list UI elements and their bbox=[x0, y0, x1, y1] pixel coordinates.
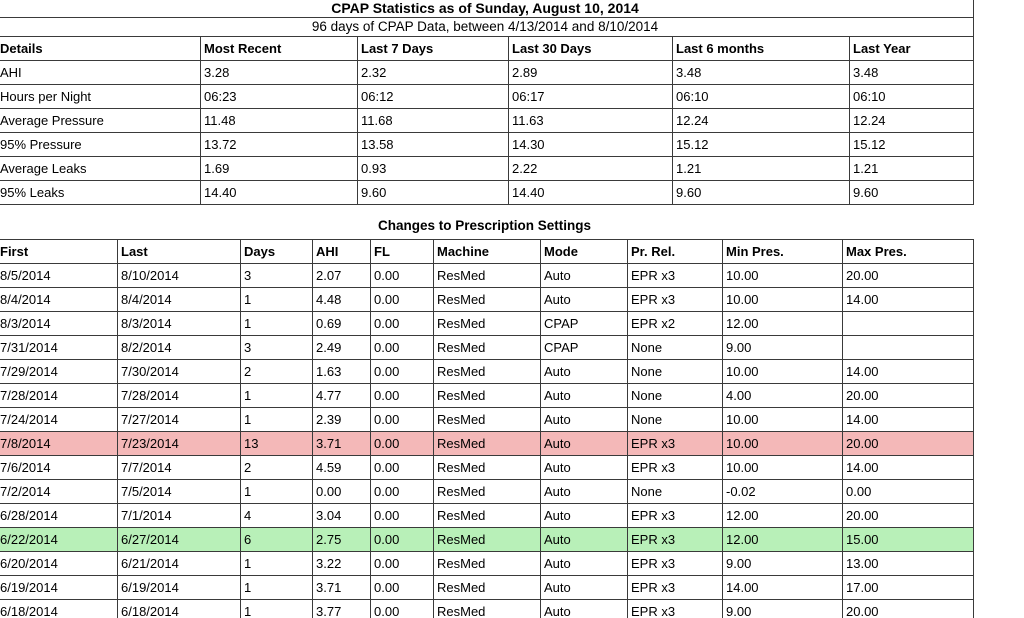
prescription-row bbox=[0, 432, 974, 456]
prescription-cell: 10.00 bbox=[723, 360, 843, 384]
prescription-cell: None bbox=[628, 480, 723, 504]
prescription-cell: ResMed bbox=[434, 360, 541, 384]
prescription-cell: 0.00 bbox=[371, 528, 434, 552]
prescription-cell: CPAP bbox=[541, 336, 628, 360]
prescription-cell: 2 bbox=[241, 456, 313, 480]
stats-row bbox=[0, 109, 974, 133]
stats-cell: Average Pressure bbox=[0, 109, 201, 133]
stats-cell: 2.22 bbox=[509, 157, 673, 181]
report-subtitle: 96 days of CPAP Data, between 4/13/2014 and 8/10/2014 bbox=[0, 18, 974, 37]
prescription-cell: 8/3/2014 bbox=[118, 312, 241, 336]
prescription-cell: ResMed bbox=[434, 552, 541, 576]
prescription-cell: ResMed bbox=[434, 480, 541, 504]
prescription-cell: 0.00 bbox=[371, 288, 434, 312]
prescription-row bbox=[0, 360, 974, 384]
stats-cell: 9.60 bbox=[358, 181, 509, 205]
stats-cell: 06:12 bbox=[358, 85, 509, 109]
prescription-cell: 6/28/2014 bbox=[0, 504, 118, 528]
stats-cell: 06:10 bbox=[850, 85, 974, 109]
prescription-cell: ResMed bbox=[434, 408, 541, 432]
prescription-cell: ResMed bbox=[434, 528, 541, 552]
prescription-cell: 2.75 bbox=[313, 528, 371, 552]
prescription-cell: 7/28/2014 bbox=[0, 384, 118, 408]
prescription-cell: 10.00 bbox=[723, 408, 843, 432]
prescription-cell: EPR x3 bbox=[628, 552, 723, 576]
prescription-cell: 13 bbox=[241, 432, 313, 456]
prescription-cell: 4.59 bbox=[313, 456, 371, 480]
prescription-cell: 8/3/2014 bbox=[0, 312, 118, 336]
stats-cell: 14.40 bbox=[509, 181, 673, 205]
prescription-cell: 1 bbox=[241, 288, 313, 312]
prescription-header-cell: FL bbox=[371, 240, 434, 264]
prescription-cell: 7/23/2014 bbox=[118, 432, 241, 456]
prescription-cell: 8/4/2014 bbox=[0, 288, 118, 312]
stats-cell: 06:10 bbox=[673, 85, 850, 109]
prescription-row bbox=[0, 528, 974, 552]
prescription-cell: EPR x3 bbox=[628, 432, 723, 456]
prescription-cell: 6/18/2014 bbox=[118, 600, 241, 618]
prescription-cell: 1 bbox=[241, 552, 313, 576]
prescription-cell: 0.00 bbox=[371, 360, 434, 384]
stats-cell: 1.69 bbox=[201, 157, 358, 181]
prescription-cell: 1 bbox=[241, 480, 313, 504]
prescription-cell: Auto bbox=[541, 432, 628, 456]
prescription-cell: 6/18/2014 bbox=[0, 600, 118, 618]
prescription-cell: 8/10/2014 bbox=[118, 264, 241, 288]
prescription-cell: 0.00 bbox=[371, 552, 434, 576]
prescription-cell: 13.00 bbox=[843, 552, 974, 576]
prescription-row bbox=[0, 264, 974, 288]
prescription-cell: 6/19/2014 bbox=[0, 576, 118, 600]
prescription-cell: ResMed bbox=[434, 312, 541, 336]
prescription-cell: 0.00 bbox=[371, 312, 434, 336]
prescription-cell: Auto bbox=[541, 288, 628, 312]
prescription-cell: EPR x2 bbox=[628, 312, 723, 336]
stats-cell: Hours per Night bbox=[0, 85, 201, 109]
prescription-cell: EPR x3 bbox=[628, 528, 723, 552]
prescription-cell: EPR x3 bbox=[628, 264, 723, 288]
prescription-cell: EPR x3 bbox=[628, 576, 723, 600]
prescription-cell: None bbox=[628, 384, 723, 408]
prescription-cell: Auto bbox=[541, 384, 628, 408]
prescription-cell: 0.00 bbox=[371, 264, 434, 288]
prescription-cell: 9.00 bbox=[723, 336, 843, 360]
prescription-cell: ResMed bbox=[434, 384, 541, 408]
prescription-cell: 7/6/2014 bbox=[0, 456, 118, 480]
prescription-cell: 20.00 bbox=[843, 504, 974, 528]
prescription-cell: 7/5/2014 bbox=[118, 480, 241, 504]
prescription-cell: 1 bbox=[241, 576, 313, 600]
prescription-settings-heading: Changes to Prescription Settings bbox=[377, 218, 592, 233]
prescription-cell: Auto bbox=[541, 576, 628, 600]
prescription-cell: ResMed bbox=[434, 456, 541, 480]
stats-cell: 13.58 bbox=[358, 133, 509, 157]
stats-row bbox=[0, 133, 974, 157]
stats-cell: 1.21 bbox=[850, 157, 974, 181]
prescription-cell: 3.71 bbox=[313, 432, 371, 456]
prescription-header-cell: Mode bbox=[541, 240, 628, 264]
prescription-cell: 20.00 bbox=[843, 264, 974, 288]
prescription-cell: 6/21/2014 bbox=[118, 552, 241, 576]
prescription-cell: 17.00 bbox=[843, 576, 974, 600]
prescription-cell: EPR x3 bbox=[628, 288, 723, 312]
prescription-cell: 7/29/2014 bbox=[0, 360, 118, 384]
stats-header-cell: Last 30 Days bbox=[509, 37, 673, 61]
prescription-row bbox=[0, 600, 974, 618]
stats-cell: 3.48 bbox=[673, 61, 850, 85]
prescription-row bbox=[0, 312, 974, 336]
prescription-cell: 6/19/2014 bbox=[118, 576, 241, 600]
prescription-cell: 8/4/2014 bbox=[118, 288, 241, 312]
prescription-cell: 3.77 bbox=[313, 600, 371, 618]
prescription-header-cell: Days bbox=[241, 240, 313, 264]
prescription-cell: 7/27/2014 bbox=[118, 408, 241, 432]
prescription-cell: 0.00 bbox=[371, 384, 434, 408]
stats-cell: 0.93 bbox=[358, 157, 509, 181]
prescription-header-cell: AHI bbox=[313, 240, 371, 264]
prescription-cell: 7/7/2014 bbox=[118, 456, 241, 480]
prescription-cell: 7/1/2014 bbox=[118, 504, 241, 528]
stats-row bbox=[0, 61, 974, 85]
prescription-cell: Auto bbox=[541, 360, 628, 384]
prescription-cell: CPAP bbox=[541, 312, 628, 336]
stats-cell: 13.72 bbox=[201, 133, 358, 157]
prescription-cell: 0.00 bbox=[843, 480, 974, 504]
prescription-cell: 8/5/2014 bbox=[0, 264, 118, 288]
report-title-row bbox=[0, 0, 974, 18]
prescription-cell: 14.00 bbox=[843, 360, 974, 384]
prescription-cell: 4.48 bbox=[313, 288, 371, 312]
prescription-cell: 4 bbox=[241, 504, 313, 528]
prescription-cell: ResMed bbox=[434, 504, 541, 528]
stats-cell: 06:23 bbox=[201, 85, 358, 109]
prescription-row bbox=[0, 456, 974, 480]
prescription-cell: 1 bbox=[241, 600, 313, 618]
prescription-cell: 7/2/2014 bbox=[0, 480, 118, 504]
prescription-cell: None bbox=[628, 408, 723, 432]
prescription-header-cell: Machine bbox=[434, 240, 541, 264]
prescription-cell: Auto bbox=[541, 552, 628, 576]
prescription-cell: 0.69 bbox=[313, 312, 371, 336]
prescription-cell: Auto bbox=[541, 528, 628, 552]
stats-cell: 11.48 bbox=[201, 109, 358, 133]
prescription-cell: 20.00 bbox=[843, 600, 974, 618]
prescription-cell: 20.00 bbox=[843, 432, 974, 456]
prescription-cell: 3.22 bbox=[313, 552, 371, 576]
prescription-settings-table bbox=[0, 239, 974, 618]
stats-cell: 9.60 bbox=[850, 181, 974, 205]
stats-cell: 9.60 bbox=[673, 181, 850, 205]
prescription-cell: 10.00 bbox=[723, 264, 843, 288]
stats-row bbox=[0, 157, 974, 181]
prescription-cell: Auto bbox=[541, 480, 628, 504]
prescription-cell: ResMed bbox=[434, 600, 541, 618]
prescription-cell: 7/8/2014 bbox=[0, 432, 118, 456]
prescription-cell: 10.00 bbox=[723, 288, 843, 312]
prescription-row bbox=[0, 576, 974, 600]
stats-cell: 95% Leaks bbox=[0, 181, 201, 205]
cpap-statistics-table bbox=[0, 0, 974, 205]
prescription-cell bbox=[843, 336, 974, 360]
prescription-cell bbox=[843, 312, 974, 336]
stats-row bbox=[0, 181, 974, 205]
prescription-cell: 15.00 bbox=[843, 528, 974, 552]
prescription-cell: 0.00 bbox=[371, 432, 434, 456]
stats-cell: 15.12 bbox=[673, 133, 850, 157]
stats-cell: 2.89 bbox=[509, 61, 673, 85]
stats-header-cell: Most Recent bbox=[201, 37, 358, 61]
prescription-cell: 0.00 bbox=[313, 480, 371, 504]
prescription-cell: 0.00 bbox=[371, 504, 434, 528]
prescription-cell: ResMed bbox=[434, 432, 541, 456]
stats-cell: 14.30 bbox=[509, 133, 673, 157]
prescription-cell: 3.04 bbox=[313, 504, 371, 528]
prescription-header-cell: Last bbox=[118, 240, 241, 264]
prescription-row bbox=[0, 504, 974, 528]
prescription-cell: Auto bbox=[541, 600, 628, 618]
report-subtitle-row bbox=[0, 18, 974, 37]
stats-cell: 14.40 bbox=[201, 181, 358, 205]
prescription-header-cell: Max Pres. bbox=[843, 240, 974, 264]
stats-cell: 2.32 bbox=[358, 61, 509, 85]
prescription-row bbox=[0, 552, 974, 576]
prescription-cell: EPR x3 bbox=[628, 456, 723, 480]
prescription-cell: 2.49 bbox=[313, 336, 371, 360]
prescription-cell: 0.00 bbox=[371, 408, 434, 432]
prescription-cell: 14.00 bbox=[843, 408, 974, 432]
prescription-header-cell: Pr. Rel. bbox=[628, 240, 723, 264]
stats-header-cell: Last 7 Days bbox=[358, 37, 509, 61]
stats-cell: 11.63 bbox=[509, 109, 673, 133]
prescription-cell: 0.00 bbox=[371, 336, 434, 360]
stats-cell: 3.48 bbox=[850, 61, 974, 85]
prescription-cell: None bbox=[628, 336, 723, 360]
prescription-cell: 2 bbox=[241, 360, 313, 384]
stats-header-cell: Last Year bbox=[850, 37, 974, 61]
prescription-cell: 4.00 bbox=[723, 384, 843, 408]
stats-header-cell: Details bbox=[0, 37, 201, 61]
prescription-cell: 12.00 bbox=[723, 504, 843, 528]
prescription-cell: 12.00 bbox=[723, 312, 843, 336]
stats-header-cell: Last 6 months bbox=[673, 37, 850, 61]
prescription-cell: Auto bbox=[541, 456, 628, 480]
stats-cell: 11.68 bbox=[358, 109, 509, 133]
prescription-cell: 7/24/2014 bbox=[0, 408, 118, 432]
prescription-cell: 14.00 bbox=[843, 288, 974, 312]
prescription-row bbox=[0, 336, 974, 360]
prescription-cell: 3.71 bbox=[313, 576, 371, 600]
prescription-cell: 7/31/2014 bbox=[0, 336, 118, 360]
prescription-cell: 12.00 bbox=[723, 528, 843, 552]
prescription-cell: 10.00 bbox=[723, 432, 843, 456]
prescription-cell: 7/28/2014 bbox=[118, 384, 241, 408]
stats-cell: 3.28 bbox=[201, 61, 358, 85]
prescription-row bbox=[0, 384, 974, 408]
prescription-cell: 1 bbox=[241, 408, 313, 432]
prescription-cell: None bbox=[628, 360, 723, 384]
prescription-header-cell: First bbox=[0, 240, 118, 264]
prescription-cell: Auto bbox=[541, 408, 628, 432]
stats-cell: 1.21 bbox=[673, 157, 850, 181]
prescription-cell: ResMed bbox=[434, 264, 541, 288]
prescription-cell: 0.00 bbox=[371, 576, 434, 600]
report-title: CPAP Statistics as of Sunday, August 10, 2014 bbox=[0, 0, 974, 18]
stats-cell: 95% Pressure bbox=[0, 133, 201, 157]
prescription-cell: Auto bbox=[541, 504, 628, 528]
prescription-cell: 20.00 bbox=[843, 384, 974, 408]
prescription-cell: 3 bbox=[241, 264, 313, 288]
prescription-cell: EPR x3 bbox=[628, 600, 723, 618]
prescription-header-cell: Min Pres. bbox=[723, 240, 843, 264]
stats-cell: 15.12 bbox=[850, 133, 974, 157]
prescription-cell: ResMed bbox=[434, 288, 541, 312]
prescription-cell: -0.02 bbox=[723, 480, 843, 504]
stats-header-row bbox=[0, 37, 974, 61]
prescription-cell: 0.00 bbox=[371, 480, 434, 504]
prescription-cell: 1 bbox=[241, 384, 313, 408]
prescription-cell: 6 bbox=[241, 528, 313, 552]
prescription-cell: 8/2/2014 bbox=[118, 336, 241, 360]
prescription-cell: 0.00 bbox=[371, 600, 434, 618]
prescription-cell: ResMed bbox=[434, 576, 541, 600]
prescription-cell: 6/22/2014 bbox=[0, 528, 118, 552]
stats-cell: Average Leaks bbox=[0, 157, 201, 181]
prescription-cell: 6/27/2014 bbox=[118, 528, 241, 552]
prescription-cell: 0.00 bbox=[371, 456, 434, 480]
prescription-cell: 9.00 bbox=[723, 600, 843, 618]
prescription-row bbox=[0, 408, 974, 432]
prescription-header-row bbox=[0, 240, 974, 264]
prescription-cell: 14.00 bbox=[843, 456, 974, 480]
prescription-cell: Auto bbox=[541, 264, 628, 288]
prescription-cell: 9.00 bbox=[723, 552, 843, 576]
prescription-cell: 1 bbox=[241, 312, 313, 336]
prescription-cell: 3 bbox=[241, 336, 313, 360]
stats-cell: 12.24 bbox=[673, 109, 850, 133]
stats-cell: 06:17 bbox=[509, 85, 673, 109]
prescription-cell: 1.63 bbox=[313, 360, 371, 384]
stats-cell: AHI bbox=[0, 61, 201, 85]
stats-row bbox=[0, 85, 974, 109]
prescription-cell: 14.00 bbox=[723, 576, 843, 600]
prescription-cell: 6/20/2014 bbox=[0, 552, 118, 576]
prescription-cell: ResMed bbox=[434, 336, 541, 360]
prescription-cell: 4.77 bbox=[313, 384, 371, 408]
prescription-cell: 7/30/2014 bbox=[118, 360, 241, 384]
prescription-cell: 2.07 bbox=[313, 264, 371, 288]
prescription-cell: 10.00 bbox=[723, 456, 843, 480]
prescription-row bbox=[0, 480, 974, 504]
prescription-cell: EPR x3 bbox=[628, 504, 723, 528]
stats-cell: 12.24 bbox=[850, 109, 974, 133]
prescription-row bbox=[0, 288, 974, 312]
prescription-cell: 2.39 bbox=[313, 408, 371, 432]
